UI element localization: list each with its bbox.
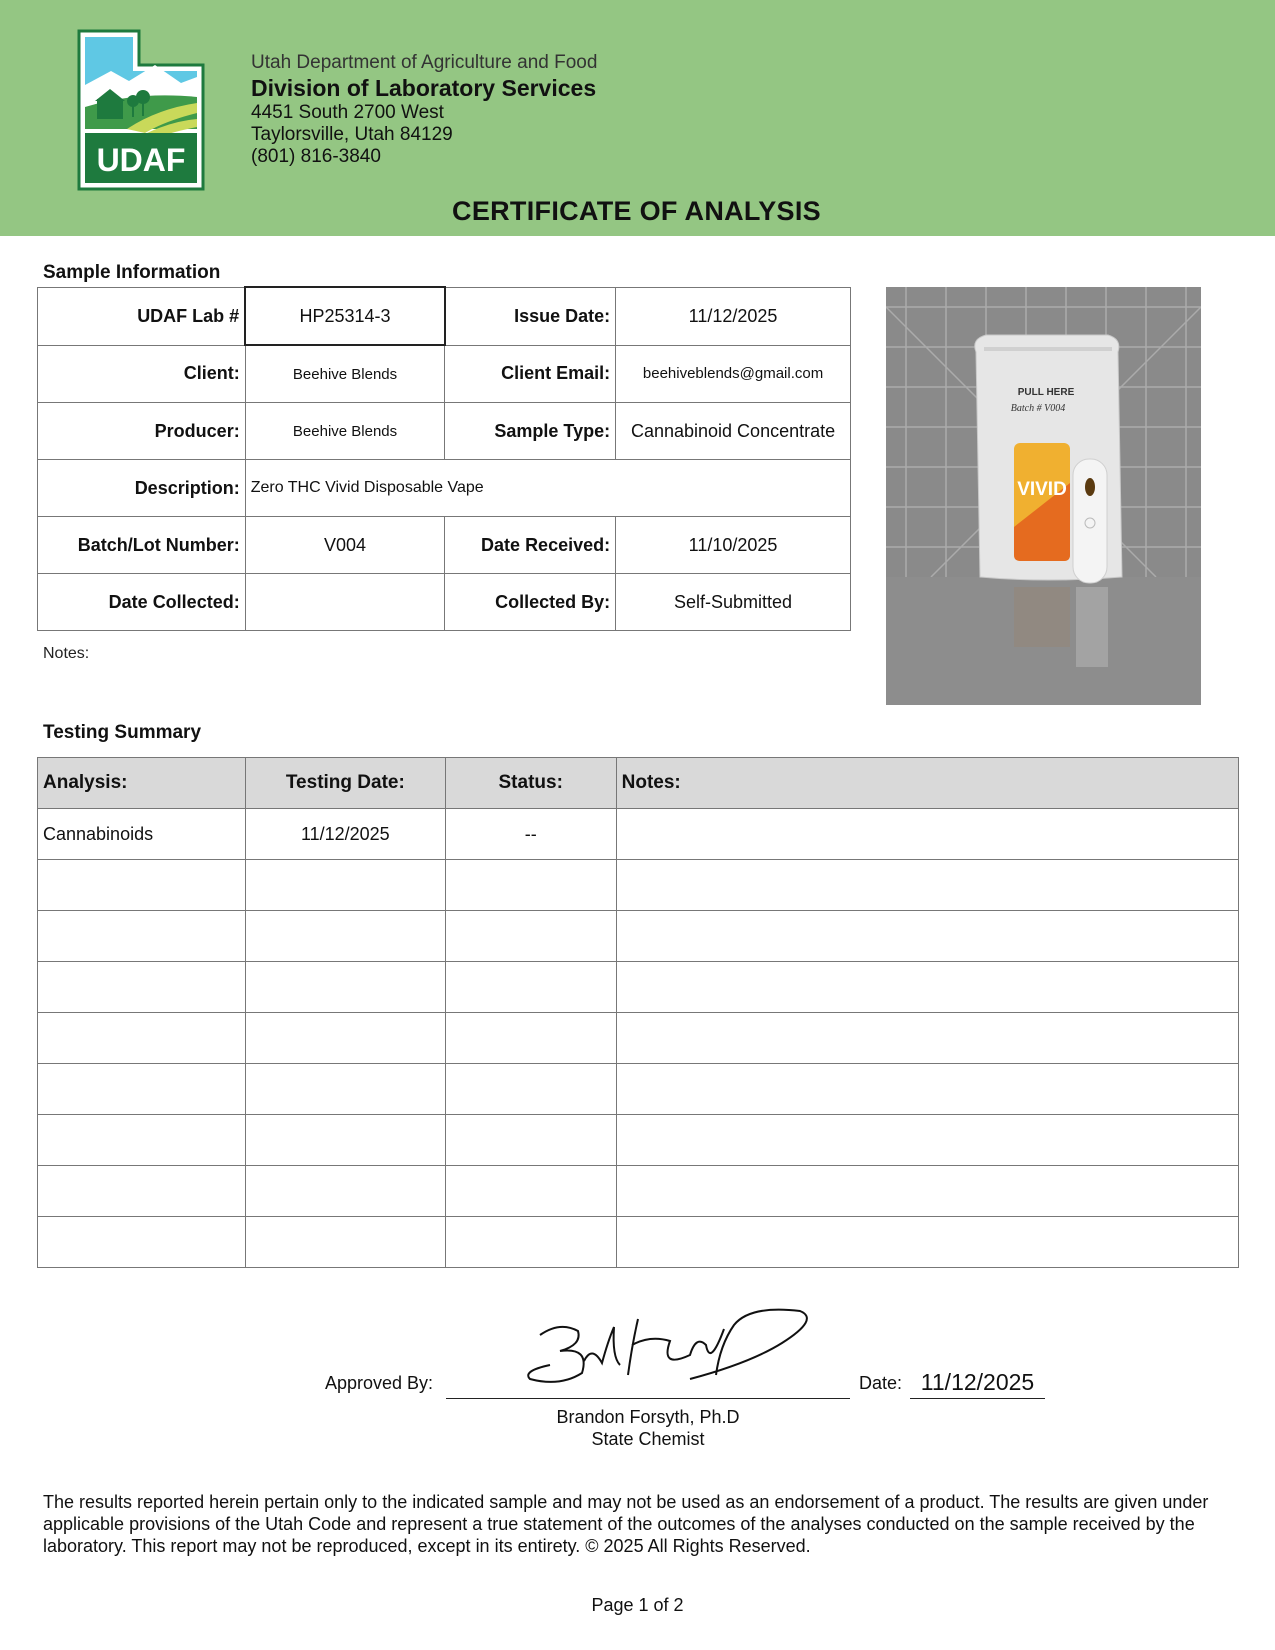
analysis-cell	[38, 1166, 246, 1217]
batch-value: V004	[245, 517, 445, 574]
testing-date-cell	[245, 1013, 445, 1064]
info-row	[38, 345, 851, 403]
info-row	[38, 287, 851, 345]
analysis-cell	[38, 1115, 246, 1166]
client-email-value: beehiveblends@gmail.com	[616, 345, 851, 403]
status-cell	[445, 1064, 616, 1115]
testing-date-cell	[245, 962, 445, 1013]
sample-info-table	[37, 286, 851, 631]
table-row	[38, 962, 1239, 1013]
testing-date-cell	[245, 911, 445, 962]
analysis-cell	[38, 911, 246, 962]
status-cell	[445, 1217, 616, 1268]
description-label: Description:	[38, 460, 246, 517]
producer-label: Producer:	[38, 403, 246, 460]
analysis-cell	[38, 1217, 246, 1268]
notes-cell	[616, 1013, 1238, 1064]
table-row	[38, 1115, 1239, 1166]
collected-by-value: Self-Submitted	[616, 574, 851, 631]
issue-date-value: 11/12/2025	[616, 287, 851, 345]
table-header-row	[38, 758, 1239, 809]
date-collected-value	[245, 574, 445, 631]
testing-summary-heading: Testing Summary	[43, 722, 202, 743]
address-line-1: 4451 South 2700 West	[251, 102, 444, 123]
testing-date-cell	[245, 1166, 445, 1217]
table-row	[38, 911, 1239, 962]
date-received-value: 11/10/2025	[616, 517, 851, 574]
notes-label: Notes:	[43, 645, 90, 662]
info-row	[38, 460, 851, 517]
info-row	[38, 574, 851, 631]
notes-cell	[616, 860, 1238, 911]
table-row	[38, 860, 1239, 911]
page-number: Page 1 of 2	[591, 1595, 684, 1615]
date-collected-label: Date Collected:	[38, 574, 246, 631]
sample-type-value: Cannabinoid Concentrate	[616, 403, 851, 460]
status-cell	[445, 1166, 616, 1217]
column-header-status: Status:	[445, 758, 616, 809]
info-row	[38, 403, 851, 460]
issue-date-label: Issue Date:	[445, 287, 616, 345]
testing-date-cell	[245, 860, 445, 911]
testing-date-cell: 11/12/2025	[245, 809, 445, 860]
signer-title: State Chemist	[591, 1429, 705, 1449]
batch-label: Batch/Lot Number:	[38, 517, 246, 574]
lab-number-value: HP25314-3	[245, 287, 445, 345]
description-value: Zero THC Vivid Disposable Vape	[245, 460, 850, 517]
sample-type-label: Sample Type:	[445, 403, 616, 460]
document-title-text: CERTIFICATE OF ANALYSIS	[452, 196, 821, 226]
info-row	[38, 517, 851, 574]
brand-text: VIVID	[1017, 479, 1067, 500]
table-row	[38, 1166, 1239, 1217]
status-cell	[445, 962, 616, 1013]
pouch-batch-text: Batch # V004	[1010, 403, 1066, 414]
header-band	[0, 0, 1275, 236]
approval-date-label: Date:	[859, 1373, 903, 1393]
client-label: Client:	[38, 345, 246, 403]
column-header-analysis: Analysis:	[38, 758, 246, 809]
testing-summary-table	[37, 757, 1239, 1268]
status-cell	[445, 1013, 616, 1064]
sample-info-heading: Sample Information	[43, 262, 221, 283]
column-header-notes: Notes:	[616, 758, 1238, 809]
logo-text: UDAF	[96, 142, 186, 178]
analysis-cell	[38, 1013, 246, 1064]
testing-date-cell	[245, 1115, 445, 1166]
notes-cell	[616, 1217, 1238, 1268]
address-line-2: Taylorsville, Utah 84129	[251, 124, 453, 145]
testing-date-cell	[245, 1217, 445, 1268]
analysis-cell	[38, 860, 246, 911]
analysis-cell: Cannabinoids	[38, 809, 246, 860]
table-row	[38, 809, 1239, 860]
document-title	[0, 196, 1275, 227]
sample-photo	[886, 287, 1201, 705]
status-cell	[445, 911, 616, 962]
lab-number-label: UDAF Lab #	[38, 287, 246, 345]
pouch-text: PULL HERE	[1017, 387, 1075, 398]
notes-cell	[616, 962, 1238, 1013]
notes-cell	[616, 911, 1238, 962]
status-cell	[445, 860, 616, 911]
approved-by-label: Approved By:	[325, 1373, 434, 1393]
table-row	[38, 1217, 1239, 1268]
udaf-logo	[77, 29, 205, 191]
signature-line	[446, 1398, 850, 1399]
status-cell	[445, 1115, 616, 1166]
signature	[520, 1305, 820, 1395]
approval-date-value: 11/12/2025	[910, 1369, 1045, 1399]
analysis-cell	[38, 1064, 246, 1115]
disclaimer-text: The results reported herein pertain only to the indicated sample and may not be used as an endorsement of a product. The results are given under applicable provisions of the Utah Code and represent a true statement of the outcomes of the analyses conducted on the sample received by the laboratory. This report may not be reproduced, except in its entirety. © 2025 All Rights Reserved.	[43, 1492, 1209, 1556]
notes-cell	[616, 1166, 1238, 1217]
notes-cell	[616, 1115, 1238, 1166]
collected-by-label: Collected By:	[445, 574, 616, 631]
column-header-testing-date: Testing Date:	[245, 758, 445, 809]
phone-number: (801) 816-3840	[251, 146, 381, 167]
client-value: Beehive Blends	[245, 345, 445, 403]
status-cell: --	[445, 809, 616, 860]
testing-date-cell	[245, 1064, 445, 1115]
table-row	[38, 1013, 1239, 1064]
notes-cell	[616, 809, 1238, 860]
client-email-label: Client Email:	[445, 345, 616, 403]
signer-name: Brandon Forsyth, Ph.D	[556, 1407, 740, 1427]
notes-cell	[616, 1064, 1238, 1115]
analysis-cell	[38, 962, 246, 1013]
agency-name: Utah Department of Agriculture and Food	[251, 52, 598, 73]
date-received-label: Date Received:	[445, 517, 616, 574]
producer-value: Beehive Blends	[245, 403, 445, 460]
signer-block	[446, 1406, 850, 1450]
agency-block	[251, 52, 597, 168]
table-row	[38, 1064, 1239, 1115]
division-name: Division of Laboratory Services	[251, 75, 597, 101]
